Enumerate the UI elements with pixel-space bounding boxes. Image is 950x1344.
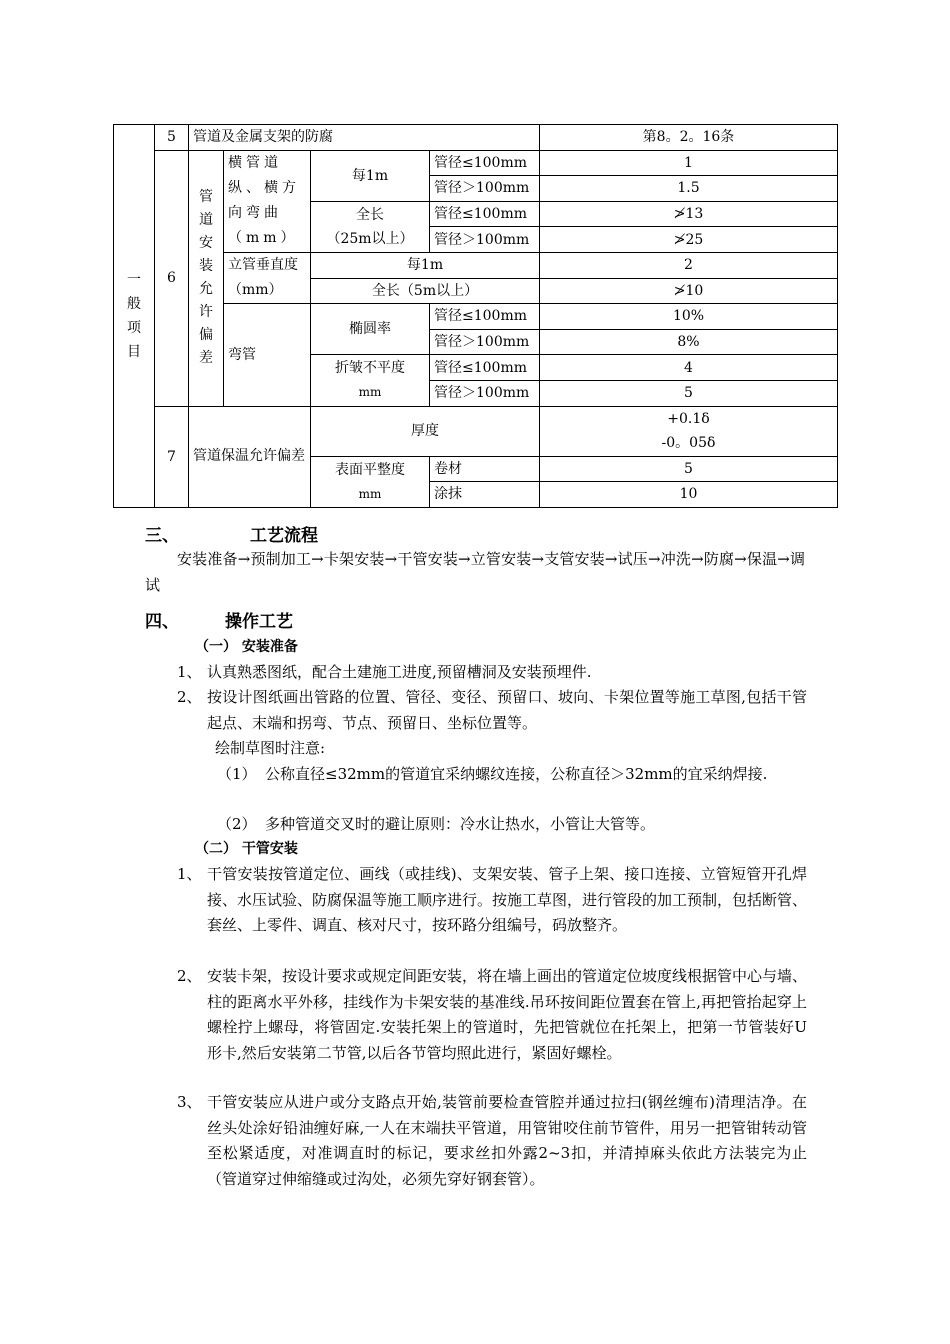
value-1: 1 bbox=[540, 150, 838, 176]
row6-no: 6 bbox=[155, 150, 189, 406]
thickness-value-cell bbox=[540, 406, 838, 456]
note-2-number: （2） bbox=[217, 815, 257, 833]
vertical-total-value: ≯10 bbox=[540, 278, 838, 304]
elbow-cell: 弯管 bbox=[224, 304, 311, 406]
quality-spec-table bbox=[113, 124, 838, 508]
trunk-item-3-text: 干管安装应从进户或分支路点开始,装管前要检查管腔并通过拉扫(钢丝缠布)清理洁净。在丝头处涂好铅油缠好麻,一人在末端扶平管道，用管钳咬住前节管件，用另一把管钳转动管至松紧适度，对准调直时的标记，要求丝扣外露2~3扣，并清掉麻头依此方法装完为止（管道穿过伸缩缝或过沟处，必须先穿好钢套管）。 bbox=[207, 1093, 807, 1188]
coat-value: 10 bbox=[540, 482, 838, 508]
fold-dia-le: 管径≤100mm bbox=[430, 355, 540, 381]
row6-group-cell bbox=[189, 150, 224, 406]
note-2 bbox=[217, 812, 807, 838]
vertical-per-1m-value: 2 bbox=[540, 252, 838, 278]
flatness-cell bbox=[311, 456, 430, 507]
section3-number: 三、 bbox=[145, 526, 179, 546]
roll-value: 5 bbox=[540, 456, 838, 482]
prep-item-2-number: 2、 bbox=[177, 688, 202, 706]
ellipse-gt-value: 8% bbox=[540, 329, 838, 355]
prep-item-2 bbox=[177, 685, 807, 737]
per-1m-cell: 每1m bbox=[311, 150, 430, 201]
roll-cell: 卷材 bbox=[430, 456, 540, 482]
total-length-label: 全长 bbox=[356, 206, 384, 223]
horizontal-bend-cell: 横管道纵、横方向弯曲（mm） bbox=[224, 150, 311, 252]
trunk-item-1-text: 干管安装按管道定位、画线（或挂线)、支架安装、管子上架、接口连接、立管短管开孔焊接、水压试验、防腐保温等施工顺序进行。按施工草图，进行管段的加工预制，包括断管、套丝、上零件、调直、核对尺寸，按环路分组编号，码放整齐。 bbox=[207, 865, 808, 934]
trunk-item-1-number: 1、 bbox=[177, 865, 202, 883]
fold-le-value: 4 bbox=[540, 355, 838, 381]
prep-item-1 bbox=[177, 660, 807, 686]
row6-group-label: 管道安装允许偏差 bbox=[199, 189, 213, 367]
subsection1-heading: （一） 安装准备 bbox=[195, 639, 298, 655]
section3-text: 安装准备→预制加工→卡架安装→干管安装→立管安装→支管安装→试压→冲洗→防腐→保温→调试 bbox=[145, 550, 805, 594]
trunk-item-1 bbox=[177, 862, 807, 966]
coat-cell: 涂抹 bbox=[430, 482, 540, 508]
value-3: ≯13 bbox=[540, 201, 838, 227]
value-2: 1.5 bbox=[540, 176, 838, 202]
note-2-text: 多种管道交叉时的避让原则：冷水让热水，小管让大管等。 bbox=[265, 815, 656, 833]
note-1-text: 公称直径≤32mm的管道宜采纳螺纹连接，公称直径＞32mm的宜采纳焊接. bbox=[265, 765, 768, 783]
ellipse-cell: 椭圆率 bbox=[311, 304, 430, 355]
thickness-minus: -0。05δ bbox=[661, 435, 716, 452]
fold-gt-value: 5 bbox=[540, 380, 838, 406]
dia-le-1: 管径≤100mm bbox=[430, 150, 540, 176]
fold-unit: mm bbox=[358, 385, 382, 400]
subsection2-heading: （二） 干管安装 bbox=[195, 841, 298, 857]
vertical-per-1m: 每1m bbox=[311, 252, 540, 278]
section4-heading bbox=[145, 607, 293, 632]
ellipse-dia-le: 管径≤100mm bbox=[430, 304, 540, 330]
ellipse-le-value: 10% bbox=[540, 304, 838, 330]
prep-item-1-number: 1、 bbox=[177, 663, 202, 681]
note-1-number: （1） bbox=[217, 765, 257, 783]
thickness-cell: 厚度 bbox=[311, 406, 540, 456]
ellipse-dia-gt: 管径＞100mm bbox=[430, 329, 540, 355]
flatness-unit: mm bbox=[358, 486, 382, 501]
fold-dia-gt: 管径＞100mm bbox=[430, 380, 540, 406]
row7-name: 管道保温允许偏差 bbox=[189, 406, 311, 507]
trunk-item-3-number: 3、 bbox=[177, 1093, 202, 1111]
flatness-label: 表面平整度 bbox=[335, 461, 405, 478]
trunk-item-3 bbox=[177, 1090, 807, 1218]
value-4: ≯25 bbox=[540, 227, 838, 253]
total-length-range: （25m以上） bbox=[326, 230, 414, 247]
row7-no: 7 bbox=[155, 406, 189, 507]
total-length-cell bbox=[311, 201, 430, 252]
general-items-label: 一般项目 bbox=[127, 271, 141, 360]
dia-gt-2: 管径＞100mm bbox=[430, 227, 540, 253]
dia-le-2: 管径≤100mm bbox=[430, 201, 540, 227]
section3-heading bbox=[145, 521, 318, 546]
dia-gt-1: 管径＞100mm bbox=[430, 176, 540, 202]
prep-item-2-text: 按设计图纸画出管路的位置、管径、变径、预留口、坡向、卡架位置等施工草图,包括干管起点、末端和拐弯、节点、预留日、坐标位置等。 bbox=[207, 688, 807, 732]
vertical-total: 全长（5m以上） bbox=[311, 278, 540, 304]
trunk-item-2 bbox=[177, 964, 807, 1092]
fold-cell bbox=[311, 355, 430, 406]
section3-title: 工艺流程 bbox=[250, 526, 318, 546]
trunk-item-2-text: 安装卡架，按设计要求或规定间距安装，将在墙上画出的管道定位坡度线根据管中心与墙、柱的距离水平外移，挂线作为卡架安装的基准线.吊环按间距位置套在管上,再把管抬起穿上螺栓拧上螺母，将管固定.安装托架上的管道时，先把管就位在托架上，把第一节管装好U形卡,然后安装第二节管,以后各节管均照此进行，紧固好螺栓。 bbox=[207, 967, 808, 1062]
note-1 bbox=[217, 762, 807, 814]
vertical-pipe-cell: 立管垂直度（mm） bbox=[224, 252, 311, 303]
general-items-cell bbox=[114, 125, 155, 508]
fold-label: 折皱不平度 bbox=[335, 360, 405, 377]
thickness-plus: +0.1δ bbox=[667, 411, 710, 428]
row5-no: 5 bbox=[155, 125, 189, 151]
trunk-item-2-number: 2、 bbox=[177, 967, 202, 985]
row5-value: 第8。2。16条 bbox=[540, 125, 838, 151]
section4-number: 四、 bbox=[145, 612, 179, 632]
prep-item-1-text: 认真熟悉图纸，配合土建施工进度,预留槽洞及安装预埋件. bbox=[207, 663, 592, 681]
row5-name: 管道及金属支架的防腐 bbox=[189, 125, 540, 151]
draft-note: 绘制草图时注意: bbox=[215, 739, 326, 757]
section4-title: 操作工艺 bbox=[225, 612, 293, 632]
